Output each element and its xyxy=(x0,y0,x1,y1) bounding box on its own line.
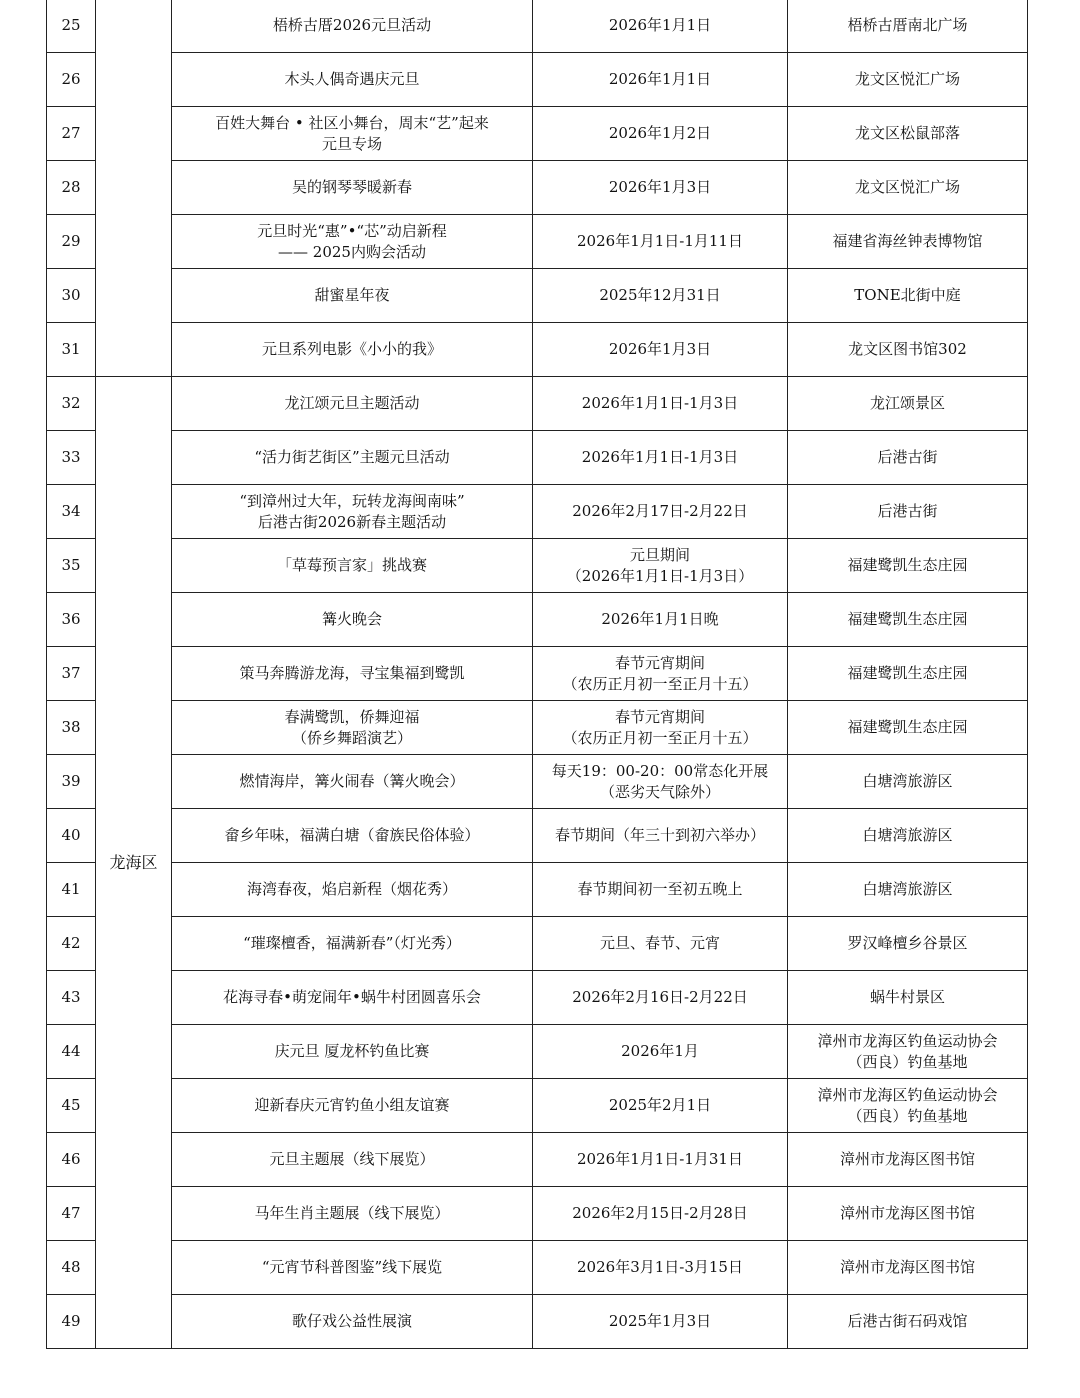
activity-name-line: 龙江颂元旦主题活动 xyxy=(284,394,420,412)
activity-date-line: 2026年1月1日-1月31日 xyxy=(577,1150,743,1168)
row-number-cell: 25 xyxy=(47,0,96,53)
activity-date-line: 元旦、春节、元宵 xyxy=(599,934,720,952)
table-row xyxy=(47,755,1028,809)
activity-name-line: 马年生肖主题展（线下展览） xyxy=(254,1204,450,1222)
activity-name-line: 元旦专场 xyxy=(321,134,382,153)
activity-name-line: 元旦时光“惠”•“芯”动启新程 xyxy=(257,221,447,240)
activity-venue-line: 漳州市龙海区图书馆 xyxy=(839,1204,975,1222)
activity-date-line: 2026年1月3日 xyxy=(608,340,712,358)
activity-name-cell xyxy=(172,431,533,485)
activity-name-line: 「草莓预言家」挑战赛 xyxy=(276,556,427,574)
activity-date-cell xyxy=(533,1025,788,1079)
row-number-cell: 43 xyxy=(47,971,96,1025)
activity-date-cell xyxy=(533,863,788,917)
activity-venue-line: 后港古街 xyxy=(877,448,938,466)
table-row xyxy=(47,53,1028,107)
activity-date-line: 2025年12月31日 xyxy=(599,286,721,304)
activity-venue-cell xyxy=(788,269,1028,323)
row-number-cell: 40 xyxy=(47,809,96,863)
activity-name-cell xyxy=(172,1133,533,1187)
activity-venue-cell xyxy=(788,215,1028,269)
row-number-cell: 28 xyxy=(47,161,96,215)
activity-date-cell xyxy=(533,269,788,323)
activity-name-cell xyxy=(172,647,533,701)
activity-venue-cell xyxy=(788,1241,1028,1295)
row-number-cell: 39 xyxy=(47,755,96,809)
activity-venue-cell xyxy=(788,809,1028,863)
activity-venue-cell xyxy=(788,647,1028,701)
activity-table-body xyxy=(47,0,1028,1349)
activity-name-line: 梧桥古厝2026元旦活动 xyxy=(272,16,432,34)
activity-venue-line: 漳州市龙海区图书馆 xyxy=(839,1258,975,1276)
activity-venue-line: （西良）钓鱼基地 xyxy=(847,1106,968,1125)
activity-date-line: 春节元宵期间 xyxy=(614,653,705,672)
activity-venue-cell xyxy=(788,323,1028,377)
activity-table xyxy=(46,0,1028,1349)
row-number-cell: 45 xyxy=(47,1079,96,1133)
activity-date-line: 2026年2月16日-2月22日 xyxy=(572,988,748,1006)
activity-date-line: 2026年1月1日 xyxy=(608,16,712,34)
activity-venue-cell xyxy=(788,1025,1028,1079)
activity-date-line: 2025年2月1日 xyxy=(608,1096,712,1114)
table-row xyxy=(47,1133,1028,1187)
activity-date-cell xyxy=(533,161,788,215)
activity-name-cell xyxy=(172,701,533,755)
row-number-cell: 34 xyxy=(47,485,96,539)
activity-name-cell xyxy=(172,1241,533,1295)
activity-name-cell xyxy=(172,323,533,377)
activity-name-cell xyxy=(172,971,533,1025)
district-cell: 龙海区 xyxy=(96,377,172,1349)
activity-venue-cell xyxy=(788,863,1028,917)
activity-date-cell xyxy=(533,809,788,863)
activity-name-cell xyxy=(172,269,533,323)
activity-name-line: 篝火晚会 xyxy=(321,610,382,628)
activity-name-cell xyxy=(172,917,533,971)
row-number-cell: 49 xyxy=(47,1295,96,1349)
activity-name-line: “活力街艺街区”主题元旦活动 xyxy=(254,448,450,466)
activity-venue-cell xyxy=(788,161,1028,215)
activity-venue-line: （西良）钓鱼基地 xyxy=(847,1052,968,1071)
activity-name-line: （侨乡舞蹈演艺） xyxy=(291,728,412,747)
activity-date-cell xyxy=(533,1133,788,1187)
activity-name-line: 海湾春夜，焰启新程（烟花秀） xyxy=(246,880,457,898)
activity-date-cell xyxy=(533,377,788,431)
activity-venue-cell xyxy=(788,53,1028,107)
activity-name-cell xyxy=(172,161,533,215)
activity-venue-line: 福建省海丝钟表博物馆 xyxy=(832,232,983,250)
activity-venue-line: 罗汉峰檀乡谷景区 xyxy=(847,934,968,952)
activity-venue-line: 福建鹭凯生态庄园 xyxy=(847,610,968,628)
table-row xyxy=(47,1295,1028,1349)
table-row xyxy=(47,647,1028,701)
activity-venue-line: 后港古街 xyxy=(877,502,938,520)
activity-venue-line: 龙江颂景区 xyxy=(869,394,945,412)
activity-name-line: 木头人偶奇遇庆元旦 xyxy=(284,70,420,88)
activity-date-line: 2026年3月1日-3月15日 xyxy=(577,1258,743,1276)
row-number-cell: 35 xyxy=(47,539,96,593)
activity-venue-line: 漳州市龙海区图书馆 xyxy=(839,1150,975,1168)
row-number-cell: 41 xyxy=(47,863,96,917)
activity-name-line: “到漳州过大年，玩转龙海闽南味” xyxy=(239,491,465,510)
table-row xyxy=(47,431,1028,485)
row-number-cell: 48 xyxy=(47,1241,96,1295)
activity-date-cell xyxy=(533,1241,788,1295)
activity-name-line: 迎新春庆元宵钓鱼小组友谊赛 xyxy=(254,1096,450,1114)
activity-date-line: 春节期间初一至初五晚上 xyxy=(577,880,743,898)
activity-venue-line: TONE北街中庭 xyxy=(854,286,961,304)
activity-name-line: 元旦系列电影《小小的我》 xyxy=(261,340,442,358)
table-row xyxy=(47,1079,1028,1133)
activity-venue-line: 龙文区松鼠部落 xyxy=(854,124,960,142)
activity-date-cell xyxy=(533,215,788,269)
row-number-cell: 27 xyxy=(47,107,96,161)
activity-date-cell xyxy=(533,917,788,971)
activity-date-cell xyxy=(533,431,788,485)
row-number-cell: 42 xyxy=(47,917,96,971)
row-number-cell: 30 xyxy=(47,269,96,323)
district-cell xyxy=(96,0,172,377)
activity-date-cell xyxy=(533,647,788,701)
activity-date-cell xyxy=(533,0,788,53)
table-row xyxy=(47,917,1028,971)
row-number-cell: 47 xyxy=(47,1187,96,1241)
activity-venue-line: 蜗牛村景区 xyxy=(869,988,945,1006)
activity-name-cell xyxy=(172,863,533,917)
activity-date-line: 2026年1月3日 xyxy=(608,178,712,196)
activity-name-line: 百姓大舞台 • 社区小舞台，周末“艺”起来 xyxy=(215,113,489,132)
activity-date-cell xyxy=(533,1079,788,1133)
activity-date-line: 2026年1月1日-1月3日 xyxy=(581,448,739,466)
activity-venue-line: 福建鹭凯生态庄园 xyxy=(847,718,968,736)
activity-name-cell xyxy=(172,809,533,863)
activity-venue-line: 白塘湾旅游区 xyxy=(862,880,953,898)
activity-venue-cell xyxy=(788,377,1028,431)
activity-name-line: 元旦主题展（线下展览） xyxy=(269,1150,435,1168)
activity-venue-cell xyxy=(788,1133,1028,1187)
activity-venue-line: 梧桥古厝南北广场 xyxy=(847,16,968,34)
activity-venue-cell xyxy=(788,971,1028,1025)
activity-name-line: “璀璨檀香，福满新春”（灯光秀） xyxy=(243,934,461,952)
activity-venue-cell xyxy=(788,1079,1028,1133)
activity-name-cell xyxy=(172,1295,533,1349)
table-row xyxy=(47,485,1028,539)
table-row xyxy=(47,1025,1028,1079)
activity-venue-line: 龙文区悦汇广场 xyxy=(854,70,960,88)
table-row xyxy=(47,971,1028,1025)
activity-name-line: 歌仔戏公益性展演 xyxy=(291,1312,412,1330)
table-row xyxy=(47,215,1028,269)
activity-venue-line: 福建鹭凯生态庄园 xyxy=(847,556,968,574)
activity-venue-cell xyxy=(788,0,1028,53)
row-number-cell: 33 xyxy=(47,431,96,485)
activity-name-cell xyxy=(172,377,533,431)
activity-date-line: 春节期间（年三十到初六举办） xyxy=(554,826,765,844)
table-row xyxy=(47,1187,1028,1241)
activity-date-line: 每天19：00-20：00常态化开展 xyxy=(551,761,769,780)
activity-venue-cell xyxy=(788,1187,1028,1241)
table-row xyxy=(47,539,1028,593)
activity-date-cell xyxy=(533,1295,788,1349)
activity-date-cell xyxy=(533,53,788,107)
activity-name-cell xyxy=(172,1079,533,1133)
table-row xyxy=(47,809,1028,863)
row-number-cell: 32 xyxy=(47,377,96,431)
activity-venue-line: 白塘湾旅游区 xyxy=(862,826,953,844)
activity-date-cell xyxy=(533,539,788,593)
row-number-cell: 36 xyxy=(47,593,96,647)
activity-name-line: 庆元旦 厦龙杯钓鱼比赛 xyxy=(274,1042,430,1060)
activity-date-line: 春节元宵期间 xyxy=(614,707,705,726)
table-row xyxy=(47,107,1028,161)
activity-venue-cell xyxy=(788,107,1028,161)
activity-date-line: 2026年1月2日 xyxy=(608,124,712,142)
activity-date-cell xyxy=(533,1187,788,1241)
activity-venue-cell xyxy=(788,917,1028,971)
row-number-cell: 46 xyxy=(47,1133,96,1187)
activity-venue-cell xyxy=(788,755,1028,809)
activity-name-line: 燃情海岸，篝火闹春（篝火晚会） xyxy=(239,772,465,790)
activity-date-cell xyxy=(533,755,788,809)
activity-name-line: 甜蜜星年夜 xyxy=(314,286,390,304)
activity-date-line: 2026年2月17日-2月22日 xyxy=(572,502,748,520)
activity-date-line: （恶劣天气除外） xyxy=(599,782,720,801)
activity-venue-line: 福建鹭凯生态庄园 xyxy=(847,664,968,682)
activity-name-line: 吴的钢琴琴暖新春 xyxy=(291,178,412,196)
activity-name-cell xyxy=(172,53,533,107)
activity-name-cell xyxy=(172,485,533,539)
activity-date-cell xyxy=(533,485,788,539)
activity-venue-line: 白塘湾旅游区 xyxy=(862,772,953,790)
activity-date-line: 2026年2月15日-2月28日 xyxy=(572,1204,748,1222)
activity-date-line: （2026年1月1日-1月3日） xyxy=(566,566,754,585)
activity-venue-line: 漳州市龙海区钓鱼运动协会 xyxy=(817,1031,998,1050)
activity-date-line: 2026年1月1日晚 xyxy=(601,610,719,628)
activity-name-cell xyxy=(172,107,533,161)
activity-name-line: 策马奔腾游龙海，寻宝集福到鹭凯 xyxy=(239,664,465,682)
activity-name-cell xyxy=(172,0,533,53)
activity-date-cell xyxy=(533,971,788,1025)
table-row xyxy=(47,323,1028,377)
activity-date-line: 元旦期间 xyxy=(629,545,690,564)
activity-date-line: （农历正月初一至正月十五） xyxy=(562,674,758,693)
activity-date-line: 2026年1月1日-1月11日 xyxy=(577,232,743,250)
row-number-cell: 38 xyxy=(47,701,96,755)
activity-venue-cell xyxy=(788,593,1028,647)
activity-date-cell xyxy=(533,107,788,161)
activity-date-cell xyxy=(533,593,788,647)
activity-date-line: 2026年1月 xyxy=(621,1042,699,1060)
activity-name-line: 后港古街2026新春主题活动 xyxy=(257,512,447,531)
activity-name-line: 花海寻春•萌宠闹年•蜗牛村团圆喜乐会 xyxy=(223,988,481,1006)
activity-venue-line: 龙文区悦汇广场 xyxy=(854,178,960,196)
row-number-cell: 37 xyxy=(47,647,96,701)
table-row xyxy=(47,269,1028,323)
activity-date-cell xyxy=(533,323,788,377)
activity-venue-line: 后港古街石码戏馆 xyxy=(847,1312,968,1330)
activity-name-line: “元宵节科普图鉴”线下展览 xyxy=(261,1258,443,1276)
activity-date-line: 2026年1月1日 xyxy=(608,70,712,88)
table-row xyxy=(47,863,1028,917)
table-row xyxy=(47,161,1028,215)
activity-name-cell xyxy=(172,215,533,269)
activity-name-cell xyxy=(172,755,533,809)
activity-name-cell xyxy=(172,593,533,647)
activity-date-line: （农历正月初一至正月十五） xyxy=(562,728,758,747)
row-number-cell: 29 xyxy=(47,215,96,269)
activity-venue-cell xyxy=(788,701,1028,755)
row-number-cell: 44 xyxy=(47,1025,96,1079)
table-row xyxy=(47,377,1028,431)
activity-name-cell xyxy=(172,539,533,593)
table-row xyxy=(47,1241,1028,1295)
table-row xyxy=(47,701,1028,755)
activity-venue-cell xyxy=(788,1295,1028,1349)
activity-venue-cell xyxy=(788,431,1028,485)
activity-name-line: —— 2025内购会活动 xyxy=(278,242,426,261)
row-number-cell: 31 xyxy=(47,323,96,377)
activity-venue-line: 漳州市龙海区钓鱼运动协会 xyxy=(817,1085,998,1104)
activity-venue-cell xyxy=(788,539,1028,593)
activity-date-cell xyxy=(533,701,788,755)
table-row xyxy=(47,0,1028,53)
table-row xyxy=(47,593,1028,647)
activity-name-line: 畲乡年味，福满白塘（畲族民俗体验） xyxy=(224,826,480,844)
activity-date-line: 2025年1月3日 xyxy=(608,1312,712,1330)
row-number-cell: 26 xyxy=(47,53,96,107)
activity-date-line: 2026年1月1日-1月3日 xyxy=(581,394,739,412)
activity-name-cell xyxy=(172,1187,533,1241)
activity-name-line: 春满鹭凯，侨舞迎福 xyxy=(284,707,420,726)
activity-venue-line: 龙文区图书馆302 xyxy=(848,340,967,358)
activity-venue-cell xyxy=(788,485,1028,539)
activity-name-cell xyxy=(172,1025,533,1079)
